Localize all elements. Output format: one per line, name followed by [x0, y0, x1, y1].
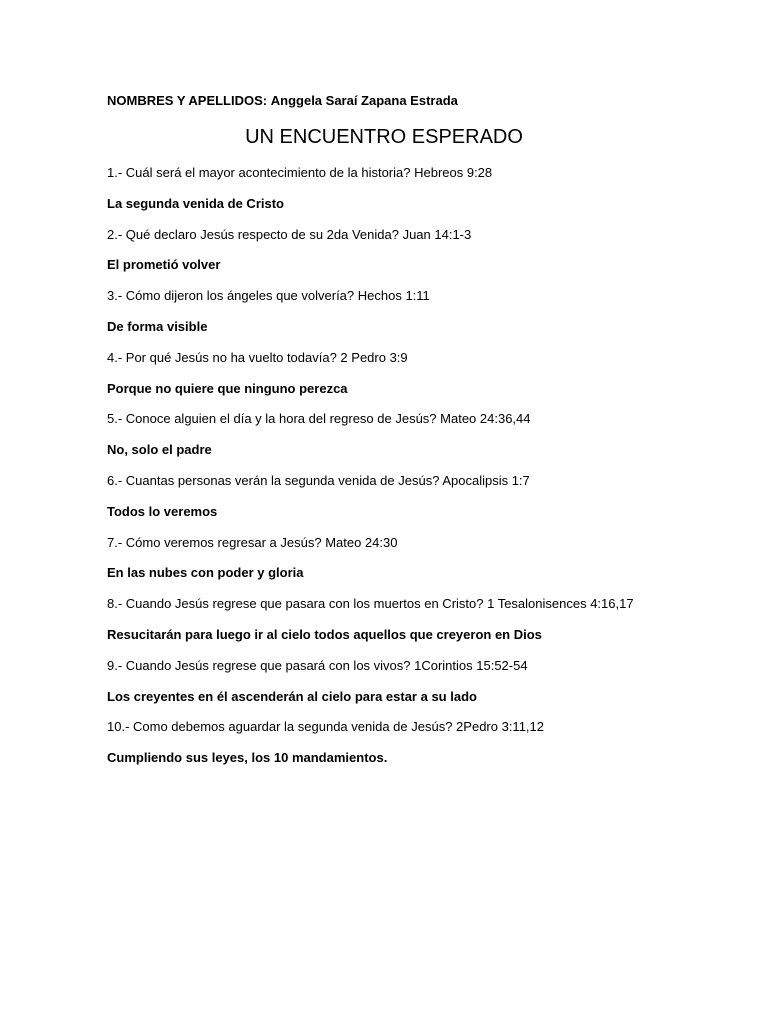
question-1: 1.- Cuál será el mayor acontecimiento de la historia? Hebreos 9:28 [107, 165, 493, 180]
question-2: 2.- Qué declaro Jesús respecto de su 2da Venida? Juan 14:1-3 [107, 226, 472, 242]
answer-3: De forma visible [107, 318, 208, 334]
answer-2: El prometió volver [107, 257, 221, 273]
question-4: 4.- Por qué Jesús no ha vuelto todavía? 2 Pedro 3:9 [107, 349, 408, 365]
question-answer-list [107, 163, 747, 779]
answer-8: Resucitarán para luego ir al cielo todos aquellos que creyeron en Dios [107, 626, 542, 642]
question-9: 9.- Cuando Jesús regrese que pasará con los vivos? 1Corintios 15:52-54 [107, 657, 528, 673]
answer-10: Cumpliendo sus leyes, los 10 mandamientos. [107, 750, 388, 766]
question-7: 7.- Cómo veremos regresar a Jesús? Mateo 24:30 [107, 534, 398, 550]
student-name-line [107, 92, 458, 110]
question-10: 10.- Como debemos aguardar la segunda venida de Jesús? 2Pedro 3:11,12 [107, 719, 544, 735]
student-name-label: NOMBRES Y APELLIDOS: [107, 93, 268, 108]
student-name-value: Anggela Saraí Zapana Estrada [270, 93, 458, 108]
question-3: 3.- Cómo dijeron los ángeles que volvería? Hechos 1:11 [107, 288, 430, 304]
question-6: 6.- Cuantas personas verán la segunda venida de Jesús? Apocalipsis 1:7 [107, 472, 530, 488]
answer-5: No, solo el padre [107, 442, 212, 458]
answer-1: La segunda venida de Cristo [107, 195, 284, 211]
question-5: 5.- Conoce alguien el día y la hora del regreso de Jesús? Mateo 24:36,44 [107, 411, 531, 427]
answer-6: Todos lo veremos [107, 503, 218, 519]
answer-9: Los creyentes en él ascenderán al cielo para estar a su lado [107, 688, 477, 704]
answer-7: En las nubes con poder y gloria [107, 565, 304, 581]
answer-4: Porque no quiere que ninguno perezca [107, 380, 348, 396]
document-title: UN ENCUENTRO ESPERADO [245, 126, 523, 148]
question-8: 8.- Cuando Jesús regrese que pasara con los muertos en Cristo? 1 Tesalonisences 4:16,17 [107, 596, 634, 612]
